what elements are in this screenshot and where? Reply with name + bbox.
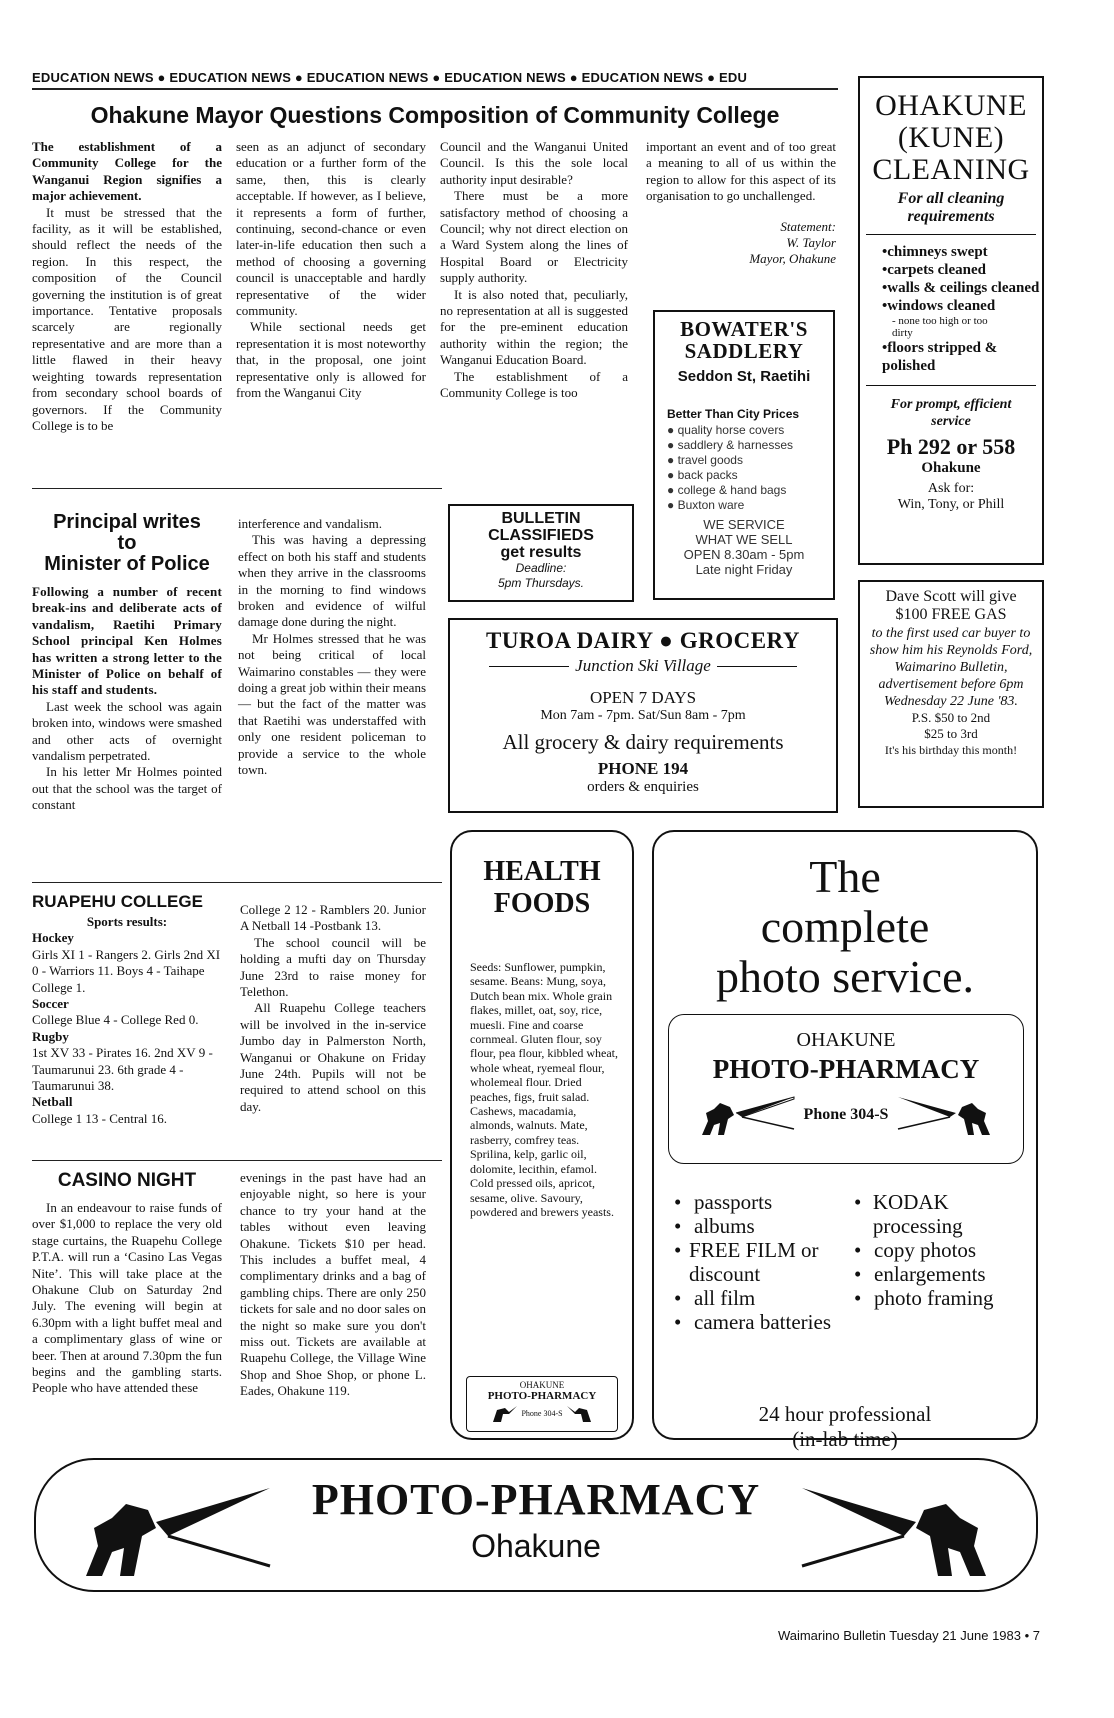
main-article-col4: [646, 139, 836, 268]
health-foods-list: Seeds: Sunflower, pumpkin, sesame. Beans: Mung, soya, Dutch bean mix. Whole grain flakes, millet, oat, soy, rice, muesli. Fine and coarse cornmeal. Gluten flour, soy flour, pea flour, kibbled wheat, whole wheat, ryemeal flour, wholemeal flour. Dried peaches, figs, fruit salad. Cashews, macadamia, almonds, walnuts. Mate, rasberry, comfrey teas. Sprilina, kelp, garlic oil, dolomite, lecithin, efamol. Cold pressed oils, apricot, sesame, olive. Savoury, powdered and brewers yeasts.: [470, 960, 618, 1219]
photo-footer: 24 hour professional (in-lab time): [758, 1402, 932, 1451]
cleaning-title-3: CLEANING: [872, 153, 1030, 186]
photo-pharmacy-inner: OHAKUNE PHOTO-PHARMACY Phone 304-S: [668, 1014, 1024, 1164]
casino-headline: CASINO NIGHT: [57, 1170, 197, 1191]
dave-scott-ad: [858, 580, 1044, 808]
photo-service-headline: The complete photo service.: [715, 851, 975, 1002]
casino-col1: [32, 1200, 222, 1397]
cleaning-ad: [858, 76, 1044, 565]
dave-scott-ps2: $25 to 3rd: [924, 726, 978, 741]
main-article-col4-text: important an event and of too great a meaning to all of us within the region to allow for this aspect of its organisation to go unchallenged.: [646, 139, 836, 204]
ruapehu-col2: [240, 902, 426, 1115]
photographer-icon: [491, 1402, 519, 1424]
photo-pharmacy-banner: [34, 1458, 1038, 1592]
principal-p3: interference and vandalism.: [238, 516, 383, 531]
principal-lead: Following a number of recent break-ins and deliberate acts of vandalism, Raetihi Primary School principal Ken Holmes has written a strong letter to the Minister of Police on behalf of his staff and students.: [32, 584, 222, 698]
main-article-col3-text1: Council and the Wanganui United Council. Is this the sole local authority input desirable?: [440, 139, 628, 187]
bulletin-classifieds-ad: BULLETIN CLASSIFIEDS get results Deadline: 5pm Thursdays.: [448, 504, 634, 602]
turoa-phone: PHONE 194: [597, 759, 689, 778]
principal-col1: [32, 584, 222, 814]
rugby-label: Rugby: [32, 1028, 69, 1044]
cleaning-subtitle: For all cleaning requirements: [897, 190, 1005, 225]
saddlery-tagline: Better Than City Prices: [667, 407, 800, 421]
casino-p1: In an endeavour to raise funds of over $1,000 to replace the very old stage curtains, the Ruapehu College P.T.A. will run a ‘Casino Las Vegas Nite’. This will take place at the Ohakune Club on Saturday 2nd July. The evening will begin at 6.30pm with a light buffet meal and a complimentary glass of wine or beer. Then at around 7.30pm the fun begins and the gambling starts. People who have attended these: [32, 1200, 222, 1396]
turoa-tagline: All grocery & dairy requirements: [502, 730, 784, 754]
health-foods-ad: [450, 830, 634, 1440]
hockey-label: Hockey: [32, 930, 74, 946]
turoa-open: OPEN 7 DAYS: [589, 688, 697, 707]
saddlery-list: ● quality horse covers ● saddlery & harnesses ● travel goods ● back packs ● college & hand bags ● Buxton ware: [667, 423, 793, 512]
health-foods-title: HEALTH FOODS: [483, 856, 601, 919]
cleaning-service: For prompt, efficient service: [890, 397, 1012, 429]
casino-col2: [240, 1170, 426, 1400]
photo-service-ad: [652, 830, 1038, 1451]
main-article-col3-text2: There must be a more satisfactory method of choosing a Council; why not direct election on a Ward System along the lines of Hospital Board or Electricity supply authority.: [440, 188, 628, 286]
cleaning-names: Win, Tony, or Phill: [897, 497, 1005, 512]
statement-label: Statement:: [780, 218, 836, 234]
main-headline: Ohakune Mayor Questions Composition of Community College: [90, 102, 780, 128]
main-article-col2: [236, 139, 426, 402]
turoa-orders: orders & enquiries: [587, 779, 699, 795]
saddlery-location: Seddon St, Raetihi: [677, 368, 811, 385]
main-article-col3: [440, 139, 628, 402]
principal-headline: Principal writes to Minister of Police: [44, 511, 210, 575]
soccer-results: College Blue 4 - College Red 0.: [32, 1012, 199, 1028]
page-footer: Waimarino Bulletin Tuesday 21 June 1983 • 7: [777, 1628, 1040, 1643]
principal-p2: In his letter Mr Holmes pointed out that the school was the target of constant: [32, 764, 222, 813]
rugby-results: 1st XV 33 - Pirates 16. 2nd XV 9 - Taumarunui 23. 6th grade 4 - Taumarunui 38.: [32, 1045, 213, 1094]
saddlery-ad: [653, 310, 835, 600]
turoa-dairy-ad: [448, 618, 838, 813]
main-article-col3-text3: It is also noted that, peculiarly, no representation at all is suggested for the pre-eminent education authority within the region; the Wanganui Education Board.: [440, 286, 628, 368]
cleaning-title-1: OHAKUNE: [875, 89, 1027, 122]
ruapehu-col1: [32, 914, 222, 1127]
main-article-col1-text: It must be stressed that the facility, as it will be established, should reflect the needs of the region. In this respect, the composition of the Council governing the institution is of great importance. Tentative proposals scarcely are regionally representative and are more than a little flawed in their heavy weighting towards representation from secondary school boards of governors. If the Community College is to be: [32, 204, 222, 433]
main-article-col3-text4: The establishment of a Community College is too: [440, 368, 628, 401]
photographer-left-icon: [76, 1470, 276, 1584]
netball-label: Netball: [32, 1094, 73, 1110]
main-article-col1: [32, 139, 222, 434]
cleaning-ask: Ask for:: [927, 481, 975, 496]
banner-subtitle: Ohakune: [471, 1528, 601, 1564]
principal-p4: This was having a depressing effect on both his staff and students when they arrive in the classrooms in the morning to find windows broken and evidence of wilful damage done during the night.: [238, 532, 426, 630]
principal-col2: [238, 516, 426, 779]
casino-p2: evenings in the past have had an enjoyable night, so here is your chance to try your hand at the tables without even leaving Ohakune. Tickets $10 per head. This includes a buffet meal, 4 complimentary drinks and a bag of gambling chips. There are only 250 tickets for sale and no door sales on the night so make sure you don't miss out. Tickets are available at Ruapehu College, the Village Wine Shop and Shoe Shop, or phone L. Eades, Ohakune 119.: [240, 1170, 426, 1399]
main-article-lead: The establishment of a Community College for the Wanganui Region signifies a major achievement.: [32, 139, 222, 204]
soccer-label: Soccer: [32, 996, 69, 1012]
ruapehu-col2-p3: All Ruapehu College teachers will be involved in the in-service Jumbo day in Palmerston North, Wanganui or Ohakune on Friday June 24th. Pupils will not be required to attend school on this day.: [240, 1000, 426, 1114]
dave-scott-text: Dave Scott will give $100 FREE GAS: [885, 588, 1017, 623]
statement-name: W. Taylor: [786, 235, 836, 251]
turoa-title: TUROA DAIRY ● GROCERY: [486, 628, 800, 653]
cleaning-services: •chimneys swept •carpets cleaned •walls & ceilings cleaned •windows cleaned - none too high or too dirty •floors stripped & polished: [882, 244, 1040, 374]
turoa-hours: Mon 7am - 7pm. Sat/Sun 8am - 7pm: [540, 708, 746, 723]
photo-phone: Phone 304-S: [803, 1106, 889, 1123]
netball-results: College 1 13 - Central 16.: [32, 1110, 168, 1126]
saddlery-footer: WE SERVICE WHAT WE SELL OPEN 8.30am - 5pm Late night Friday: [683, 517, 805, 577]
banner-title: PHOTO-PHARMACY: [311, 1475, 761, 1524]
photographer-right-icon: [894, 1091, 994, 1139]
cleaning-note: - none too high or too dirty: [892, 315, 988, 339]
dave-scott-footer: It's his birthday this month!: [884, 743, 1018, 757]
statement-title: Mayor, Ohakune: [749, 251, 836, 267]
cleaning-phone: Ph 292 or 558: [886, 434, 1016, 459]
main-article-col2-text1: seen as an adjunct of secondary education or a further form of the same, then, this is clearly acceptable. If however, as I believe, it represents a form of further, continuing, second-chance or even later-in-life education then such a method of choosing a governing council is unacceptable and hardly representative of the wider community.: [236, 139, 426, 319]
principal-p1: Last week the school was again broken into, windows were smashed and other acts of overnight vandalism perpetrated.: [32, 698, 222, 764]
health-mini-ad: OHAKUNE PHOTO-PHARMACY Phone 304-S: [466, 1376, 618, 1432]
ruapehu-col2-p1: College 2 12 - Ramblers 20. Junior A Netball 14 -Postbank 13.: [240, 902, 426, 934]
photographer-right-icon: [796, 1470, 996, 1584]
ruapehu-subhead: Sports results:: [86, 914, 168, 929]
photographer-left-icon: [698, 1091, 798, 1139]
cleaning-town: Ohakune: [921, 460, 981, 476]
photographer-icon: [565, 1402, 593, 1424]
hockey-results: Girls XI 1 - Rangers 2. Girls 2nd XI 0 - Warriors 11. Boys 4 - Taihape College 1.: [32, 946, 221, 995]
dave-scott-ps1: P.S. $50 to 2nd: [911, 710, 991, 725]
photo-services-left: • passports • albums • FREE FILM or discount • all film • camera batteries: [674, 1190, 831, 1334]
dave-scott-italic: to the first used car buyer to show him his Reynolds Ford, Waimarino Bulletin, advertisement before 6pm Wednesday 22 June '83.: [869, 626, 1033, 709]
saddlery-title: BOWATER'S SADDLERY: [680, 317, 808, 363]
section-banner: EDUCATION NEWS ● EDUCATION NEWS ● EDUCATION NEWS ● EDUCATION NEWS ● EDUCATION NEWS ● EDU: [32, 70, 748, 85]
cleaning-title-2: (KUNE): [897, 121, 1005, 154]
main-article-col2-text2: While sectional needs get representation it is most noteworthy that, in the proposal, one joint representative only is allowed for from the Wanganui City: [236, 319, 426, 401]
turoa-subtitle: Junction Ski Village: [575, 656, 711, 675]
ruapehu-col2-p2: The school council will be holding a mufti day on Thursday June 23rd to raise money for Telethon.: [240, 934, 426, 1000]
principal-p5: Mr Holmes stressed that he was not being critical of local Waimarino constables — they were doing a great job within their means — but the fact of the matter was that Raetihi was understaffed with only one resident policeman to provide a service to the whole town.: [238, 630, 426, 778]
ruapehu-headline: RUAPEHU COLLEGE: [32, 892, 203, 911]
photo-services-right: • KODAK processing • copy photos • enlargements • photo framing: [854, 1190, 994, 1310]
